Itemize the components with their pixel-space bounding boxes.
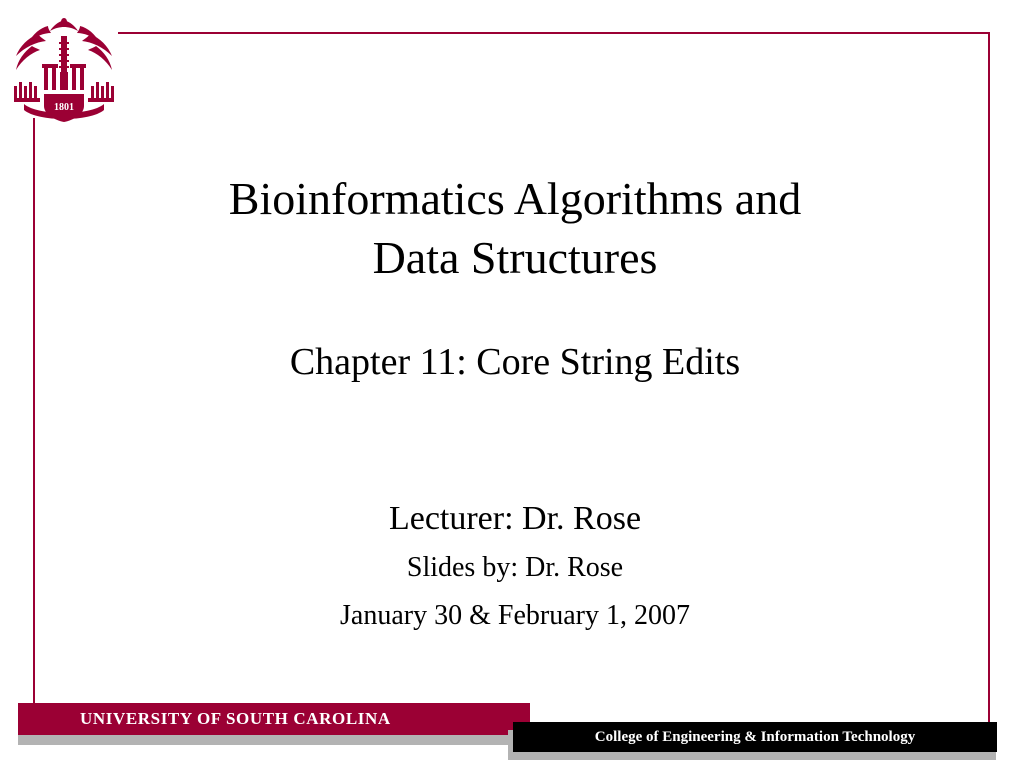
frame-line-left (33, 118, 35, 708)
slides-by-line: Slides by: Dr. Rose (406, 552, 624, 583)
frame-line-right (988, 32, 990, 744)
title-line-2: Data Structures (372, 231, 658, 283)
dates-line: January 30 & February 1, 2007 (340, 600, 690, 631)
university-banner: UNIVERSITY OF SOUTH CAROLINA (18, 703, 530, 735)
title-block (70, 170, 960, 384)
lecturer-line: Lecturer: Dr. Rose (388, 500, 642, 537)
university-seal-icon (8, 12, 120, 124)
college-banner: College of Engineering & Information Technology (513, 722, 997, 752)
presenter-block (70, 500, 960, 632)
title-line-1: Bioinformatics Algorithms and (228, 173, 802, 224)
chapter-subtitle: Chapter 11: Core String Edits (289, 340, 741, 383)
page-title (70, 170, 960, 288)
svg-text:1801: 1801 (54, 102, 74, 113)
frame-line-top (118, 32, 990, 34)
